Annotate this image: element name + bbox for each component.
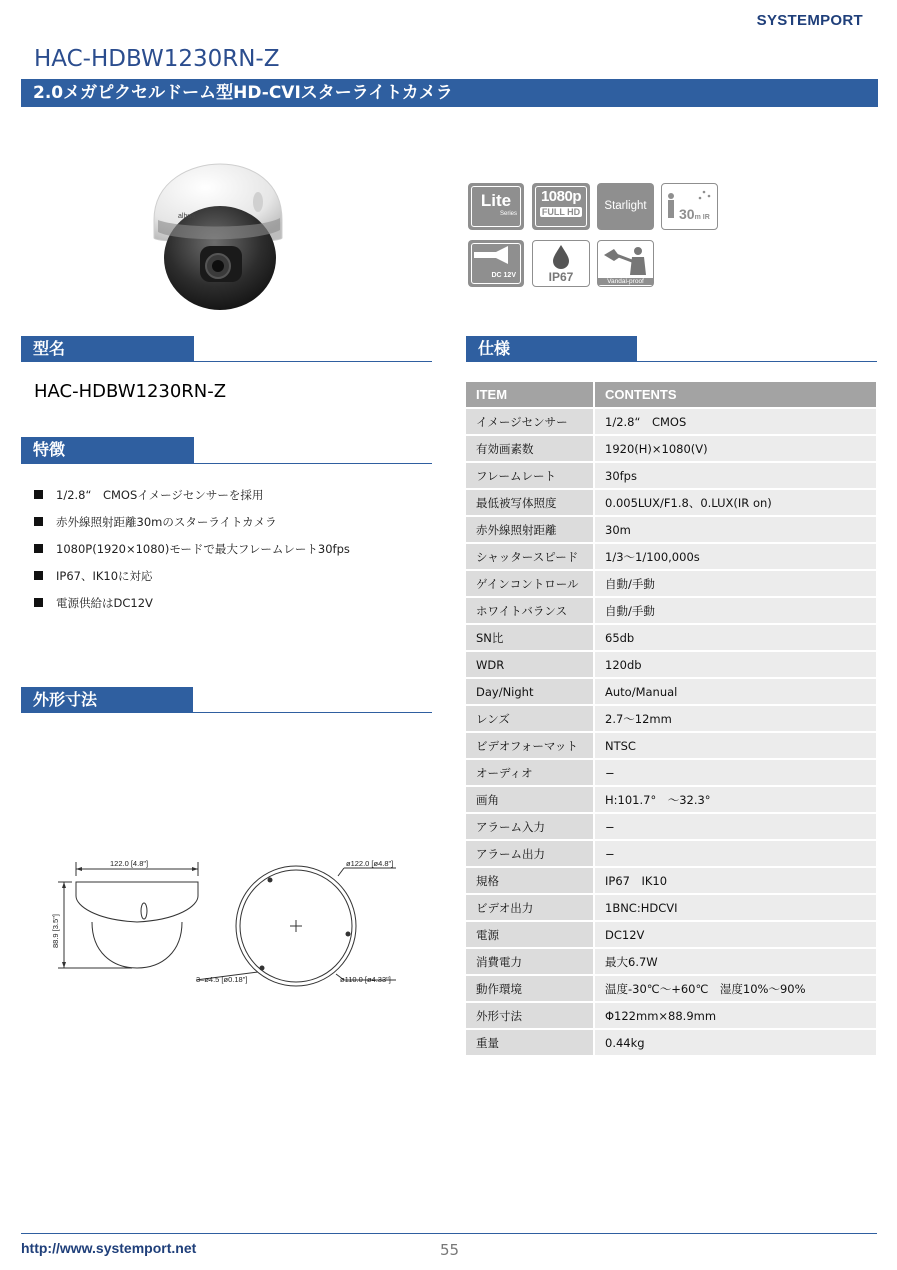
spec-value-cell: 温度-30℃〜+60℃ 湿度10%〜90% [595,976,876,1001]
column-header-item: ITEM [466,382,595,407]
page-title: HAC-HDBW1230RN-Z [34,46,280,72]
feature-text: 赤外線照射距離30mのスターライトカメラ [56,515,277,529]
model-section-rule [21,361,432,362]
features-list [34,487,350,622]
features-section-heading: 特徴 [21,437,194,463]
dimension-drawing [48,856,408,992]
spec-item-cell: レンズ [466,706,595,731]
width-dimension-label: 122.0 [4.8"] [110,859,149,868]
bullet-square-icon [34,517,43,526]
table-row [466,760,876,785]
spec-item-cell: 重量 [466,1030,595,1055]
spec-value-cell: NTSC [595,733,876,758]
spec-item-cell: ホワイトバランス [466,598,595,623]
list-item [34,487,350,514]
ir-30m-icon [661,183,718,230]
spec-item-cell: 有効画素数 [466,436,595,461]
dimensions-section-heading: 外形寸法 [21,687,193,713]
spec-value-cell: 120db [595,652,876,677]
table-row [466,490,876,515]
column-header-contents: CONTENTS [595,382,876,407]
table-row [466,409,876,434]
table-row [466,868,876,893]
hammer-person-icon [598,241,652,277]
list-item [34,595,350,622]
spec-value-cell: 1920(H)×1080(V) [595,436,876,461]
table-row [466,733,876,758]
spec-section-heading: 仕様 [466,336,637,362]
table-row [466,895,876,920]
dc12v-label: DC 12V [491,272,516,279]
spec-value-cell: 0.005LUX/F1.8、0.LUX(IR on) [595,490,876,515]
model-section-heading: 型名 [21,336,194,362]
1080p-full-hd-icon [532,183,590,230]
bullet-square-icon [34,490,43,499]
ip67-icon [532,240,590,287]
spec-item-cell: 電源 [466,922,595,947]
table-row [466,949,876,974]
spec-item-cell: 画角 [466,787,595,812]
spec-value-cell: H:101.7° 〜32.3° [595,787,876,812]
ir-unit: m IR [694,214,710,221]
full-hd-label: FULL HD [541,207,581,217]
vandal-proof-icon [597,240,654,287]
spec-value-cell: Φ122mm×88.9mm [595,1003,876,1028]
table-row [466,1003,876,1028]
spec-value-cell: 30fps [595,463,876,488]
table-header-row [466,382,876,407]
mounting-holes-label: 3–ø4.5 [ø0.18"] [196,975,248,984]
table-row [466,841,876,866]
camera-logo: alhua [178,213,196,220]
spec-value-cell: 0.44kg [595,1030,876,1055]
spec-value-cell: 自動/手動 [595,598,876,623]
table-row [466,706,876,731]
spec-item-cell: 赤外線照射距離 [466,517,595,542]
table-row [466,814,876,839]
spec-value-cell: 30m [595,517,876,542]
table-row [466,679,876,704]
lite-series-label: Lite [480,191,512,210]
table-row [466,652,876,677]
bullet-square-icon [34,598,43,607]
vandal-proof-label: Vandal-proof [598,278,653,285]
subtitle-bar: 2.0メガピクセルドーム型HD-CVIスターライトカメラ [21,79,878,107]
spec-value-cell: − [595,760,876,785]
features-section-rule [21,463,432,464]
spec-item-cell: ビデオ出力 [466,895,595,920]
table-row [466,625,876,650]
outer-diameter-label: ø122.0 [ø4.8"] [346,859,394,868]
spec-item-cell: 消費電力 [466,949,595,974]
dc12v-icon [468,240,524,287]
feature-text: 電源供給はDC12V [56,596,153,610]
spec-item-cell: オーディオ [466,760,595,785]
lite-series-sub: Series [499,211,517,217]
camera-photo [148,158,288,314]
spec-value-cell: − [595,841,876,866]
feature-text: 1/2.8“ CMOSイメージセンサーを採用 [56,488,264,502]
height-dimension-label: 88.9 [3.5"] [51,914,60,948]
spec-item-cell: 最低被写体照度 [466,490,595,515]
starlight-icon [597,183,654,230]
spec-value-cell: 2.7〜12mm [595,706,876,731]
spec-value-cell: 65db [595,625,876,650]
spec-value-cell: IP67 IK10 [595,868,876,893]
footer-rule [21,1233,877,1234]
spec-item-cell: 動作環境 [466,976,595,1001]
ip67-label: IP67 [548,270,574,284]
brand-logo-text: SYSTEMPORT [756,12,863,29]
spec-item-cell: ビデオフォーマット [466,733,595,758]
list-item [34,568,350,595]
1080p-label: 1080p [540,188,582,205]
bullet-square-icon [34,544,43,553]
spec-item-cell: アラーム出力 [466,841,595,866]
footer-url[interactable]: http://www.systemport.net [21,1240,197,1256]
spec-item-cell: 規格 [466,868,595,893]
feature-text: IP67、IK10に対応 [56,569,153,583]
table-row [466,598,876,623]
table-row [466,436,876,461]
feature-text: 1080P(1920×1080)モードで最大フレームレート30fps [56,542,350,556]
spec-item-cell: WDR [466,652,595,677]
spec-item-cell: SN比 [466,625,595,650]
spec-item-cell: Day/Night [466,679,595,704]
inner-diameter-label: ø110.0 [ø4.33"] [340,975,391,984]
spec-item-cell: アラーム入力 [466,814,595,839]
table-row [466,544,876,569]
lite-series-icon [468,183,524,230]
spec-value-cell: 自動/手動 [595,571,876,596]
spec-item-cell: フレームレート [466,463,595,488]
spec-table-body [466,409,876,1055]
table-row [466,517,876,542]
spec-item-cell: シャッタースピード [466,544,595,569]
table-row [466,1030,876,1055]
list-item [34,514,350,541]
page-number: 55 [440,1241,460,1259]
spec-value-cell: 1BNC:HDCVI [595,895,876,920]
spec-value-cell: Auto/Manual [595,679,876,704]
spec-section-rule [466,361,877,362]
spec-item-cell: 外形寸法 [466,1003,595,1028]
spec-value-cell: − [595,814,876,839]
spec-value-cell: 最大6.7W [595,949,876,974]
water-drop-icon [533,241,589,271]
spec-value-cell: 1/2.8“ CMOS [595,409,876,434]
dimensions-section-rule [21,712,432,713]
spec-value-cell: 1/3〜1/100,000s [595,544,876,569]
table-row [466,922,876,947]
table-row [466,787,876,812]
table-row [466,571,876,596]
spec-item-cell: イメージセンサー [466,409,595,434]
feature-badges [468,183,728,293]
starlight-label: Starlight [604,200,647,212]
spec-value-cell: DC12V [595,922,876,947]
spec-table [466,380,876,1057]
model-name: HAC-HDBW1230RN-Z [34,381,227,402]
spec-item-cell: ゲインコントロール [466,571,595,596]
table-row [466,463,876,488]
bullet-square-icon [34,571,43,580]
ir-distance: 30 [679,206,695,222]
list-item [34,541,350,568]
table-row [466,976,876,1001]
